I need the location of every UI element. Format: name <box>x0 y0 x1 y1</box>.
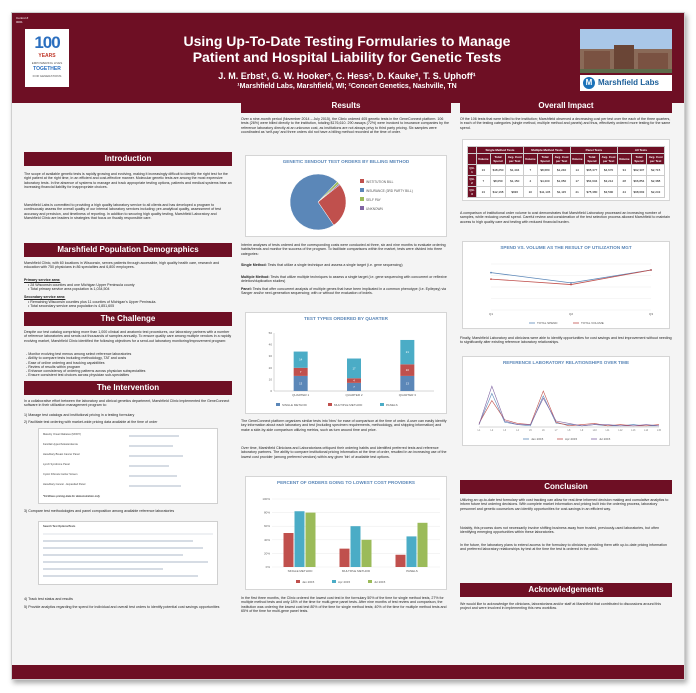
legend-swatch <box>332 580 336 583</box>
table-cell: 7 <box>524 165 538 176</box>
table-group-header: Panel Tests <box>570 147 617 154</box>
logo-100: 100 <box>34 33 60 52</box>
data-point <box>490 272 492 274</box>
challenge-heading: The Challenge <box>24 312 232 326</box>
list-item: - Ability to compare tests including methodology, TAT and costs <box>26 356 127 361</box>
intervention-paragraph: In a collaborative effort between the laboratory and clinical genetics department, Marshfield Clinic implemented the GeneConnect software in their utilization management program to: <box>24 399 230 408</box>
table-group-header: Single Method Tests <box>476 147 523 154</box>
shot-row-label: Familial Hypercholesterolemia <box>43 443 78 446</box>
table-cell: $1,404 <box>506 165 524 176</box>
legend-label: INSURANCE (3RD PARTY BILL) <box>366 189 413 193</box>
y-tick-label: 30 <box>268 354 272 359</box>
shot-row-label: Maturity Onset Diabetes (MODY) <box>43 433 82 436</box>
y-tick-label: 40 <box>268 342 272 347</box>
table-cell: 21 <box>570 187 584 198</box>
data-label: 17 <box>352 366 356 371</box>
affiliations: ¹Marshfield Labs, Marshfield, WI; ²Concert Genetics, Nashville, TN <box>237 83 457 90</box>
legend-swatch <box>360 206 364 210</box>
table-group-header: All Tests <box>617 147 664 154</box>
cost-table-figure <box>462 139 670 201</box>
data-label: 7 <box>299 369 302 374</box>
table-corner <box>468 154 477 165</box>
table-subheader: Avg. Cost per Test <box>601 155 616 163</box>
overall-paragraph-2: A comparison of institutional order volume to cost demonstrates that Marshfield Laboratory processed an increasing number of samples, while reducing overall spend. Careful review and consideration of the test selection process allowed Marshfield to maintain access to high quality care and testing with reduced financial burden. <box>460 211 670 224</box>
table-cell: $92,307 <box>631 165 647 176</box>
bar-chart-1-title: TEST TYPES ORDERED BY QUARTER <box>304 316 388 321</box>
shot-title: Search Test Options/Tests <box>43 525 76 528</box>
primary-list <box>28 283 232 292</box>
test-types-chart <box>246 323 448 415</box>
bar-chart-2-title: PERCENT OF ORDERS GOING TO LOWEST COST PROVIDERS <box>277 480 415 485</box>
table-row <box>468 165 665 176</box>
challenge-paragraph: Despite our test catalog comprising more than 1,000 clinical and anatomic test procedures, our laboratory partners with a number of reference laboratories and sends out thousands of samples annually. To ensure quality care among multiple vendors in a rapidly evolving market, Marshfield Clinic identified the following objectives for a send-out laboratory monitoring/improvement program: <box>24 330 232 343</box>
legend-label: TOTAL VOLUME <box>581 321 604 325</box>
results-paragraph-4: Over time, Marshfield Clinicians and Laboratorians critiqued their ordering habits and identified preferred tests and reference laboratory partners. The ability to compare institutional pricing information at the time of order, resulted in an increasing use of the lowest cost provider (among preferred vendors) within any given 'bin' of available test options. <box>241 446 447 459</box>
x-tick-label: L3 <box>503 429 507 432</box>
x-tick-label: L13 <box>631 429 636 432</box>
intervention-heading: The Intervention <box>24 381 232 395</box>
logo-tagline-3: FOR GENERATIONS <box>32 74 62 78</box>
table-subheader: Volume <box>570 154 584 165</box>
legend-label: SELF PAY <box>366 198 381 202</box>
legend-swatch <box>360 188 364 192</box>
table-cell: $2,243 <box>647 187 665 198</box>
table-cell: 4 <box>524 176 538 187</box>
y-tick-label: 20 <box>268 365 272 370</box>
overall-paragraph-1: Of the 106 tests that were billed to the institution; Marshfield observed a decreasing cost per test over the each of the three quarters, in each of the testing categories (single method, multiple method and panels) and thus, effectively ordered more testing for the same spend. <box>460 117 671 130</box>
table-cell: $4,200 <box>537 176 553 187</box>
data-label: 13 <box>299 381 303 386</box>
lowest-cost-chart <box>246 487 448 591</box>
legend-swatch <box>360 179 364 183</box>
table-cell: $65,377 <box>584 165 600 176</box>
billing-pie-figure <box>245 155 447 237</box>
legend-label: MULTIPLE METHOD <box>334 403 363 407</box>
table-cell: 34 <box>617 165 631 176</box>
x-tick-label: L9 <box>580 429 584 432</box>
table-row <box>468 176 665 187</box>
x-tick-label: L6 <box>541 429 545 432</box>
bar <box>295 511 305 567</box>
intro-paragraph-2: Marshfield Labs is committed to providing a high quality laboratory service to all clients and has developed a program to continuously assess the overall quality of our internal laboratory services including: pre-analytical quality, assessment of test accuracy and precision, and timeliness of reporting. In addition to securing high quality testing, Marshfield Laboratory and Marshfield Clinic are leaders in strategies that focus on fiscally responsible care. <box>24 203 221 220</box>
legend-swatch <box>276 403 280 406</box>
panel-def: Panel: Tests that offer concurrent analysis of multiple genes that have been implicated in a common phenotype (i.e. Epilepsy) via Sanger and/or next-generation sequencing; with or without the evaluation of indels. <box>241 287 447 296</box>
cost-table <box>467 146 665 198</box>
x-tick-label: L15 <box>657 429 661 432</box>
intro-paragraph-1: The scope of available genetic tests is rapidly growing and evolving, making it increasingly difficult to identify the right test for the right patient at the right time, in an efficient and cost-effective manner. Molecular genetic tests are among the most expensive laboratory tests. In the absence of systems to manage and track appropriate testing options, patients and medical systems bear an increasing financial liability for inappropriate choices. <box>24 172 232 189</box>
shot-row-label: Hereditary Cancer - Expanded Panel <box>43 483 86 486</box>
y-tick-label: 0 <box>270 389 272 393</box>
spend-volume-figure <box>462 241 670 329</box>
marshfield-logo-text: Marshfield Labs <box>598 78 659 87</box>
legend-swatch <box>296 580 300 583</box>
legend-label: PANELS <box>386 403 398 407</box>
table-cell: $11,145 <box>537 187 553 198</box>
x-tick-label: L5 <box>529 429 532 432</box>
title-line-2: Patient and Hospital Liability for Genetic Tests <box>192 49 502 65</box>
primary-area-label: Primary service area: <box>24 278 61 282</box>
multiple-method-def: Multiple Method: Tests that utilize multiple techniques to assess a single target (i.e. gene sequencing with concurrent or reflexive deletion/duplication studies) <box>241 275 447 284</box>
legend-label: Jul 2015 <box>599 437 611 441</box>
x-tick-label: Q1 <box>488 312 494 316</box>
line-chart-1-title: SPEND VS. VOLUME AS THE RESULT OF UTILIZATION MGT <box>500 245 632 250</box>
table-row-head: Qtr. 2 <box>469 177 475 185</box>
step-2: 2) Facilitate test ordering with market-wide pricing data available at the time of order <box>24 420 158 424</box>
pie-chart <box>246 166 448 238</box>
poster <box>11 12 685 680</box>
y-tick-label: 20% <box>263 551 270 556</box>
results-paragraph-2: Interim analyses of tests ordered and the corresponding costs were conducted at three, six and nine months to evaluate ordering habits/trends and monitor the success of the program. To facilitate comparisons within the market, tests were divided into three categories: <box>241 243 446 256</box>
data-label: 13 <box>405 381 409 386</box>
x-tick-label: L12 <box>618 429 623 432</box>
legend-label: Jul 2015 <box>374 580 386 584</box>
list-item: - Review of results within program <box>26 364 81 369</box>
table-cell: $2,715 <box>647 165 665 176</box>
campus-photo <box>580 29 672 73</box>
step-1: 1) Manage test catalogs and institutional pricing in a testing formulary <box>24 413 135 417</box>
data-point <box>650 269 652 271</box>
results-heading: Results <box>241 99 451 113</box>
data-point <box>570 282 572 284</box>
y-tick-label: 80% <box>263 510 270 515</box>
challenge-list <box>26 352 232 378</box>
legend-swatch <box>380 403 384 406</box>
x-tick-label: L8 <box>567 429 571 432</box>
data-label: 21 <box>405 350 409 355</box>
bar <box>340 549 350 567</box>
table-cell: $1,050 <box>553 176 571 187</box>
x-tick-label: L10 <box>592 429 597 432</box>
table-cell: 13 <box>476 165 490 176</box>
logo-years: YEARS <box>38 53 56 59</box>
line-chart-2-title: REFERENCE LABORATORY RELATIONSHIPS OVER TIME <box>502 360 630 365</box>
conclusion-paragraph-3: In the future, the laboratory plans to extend access to the formulary to clinicians, providing them with up-to-date pricing information and preferred laboratory relationships by test at the time the test is ordered in the clinic. <box>460 543 667 552</box>
data-point <box>490 278 492 280</box>
x-tick-label: PANELS <box>406 569 418 573</box>
legend-label: SINGLE METHOD <box>282 403 307 407</box>
data-label: 7 <box>353 384 355 389</box>
x-tick-label: L14 <box>644 429 649 432</box>
shot-row-label: Cystic Fibrosis Carrier Screen <box>43 473 78 476</box>
results-paragraph-3: The GeneConnect platform organizes similar tests into 'bins' for ease of comparison at the time of order. A user can easily identify key information about each laboratory and test (including specimen requirements, methodology, and shipping information) and make a side-by-side comparison utilizing metrics, such as turn around time and price. <box>241 419 447 432</box>
table-cell: $18,250 <box>490 165 506 176</box>
x-tick-label: L2 <box>490 429 494 432</box>
table-cell: $3,212 <box>600 176 618 187</box>
poster-title <box>122 33 572 65</box>
x-tick-label: L4 <box>516 429 519 432</box>
step-3: 3) Compare test methodologies and panel composition among available reference laboratories <box>24 509 175 513</box>
marshfield-labs-logo <box>580 75 672 91</box>
shot-row-label: Hereditary Breast Cancer Panel <box>43 453 80 456</box>
list-item: - Enhance consistency of ordering patterns across physician subspecialties <box>26 369 146 374</box>
comparison-screenshot <box>38 521 218 585</box>
results-paragraph-5: In the first three months, the Clinic ordered the lowest cost test in the formulary 50% of the time for single method tests, 27% for multiple method tests and only 18% of the time for multi-gene panel tests. After nine months of test review and comparison, the institution was ordering the lowest cost test 80% of the time for single method tests; 40% of the time for multiple method tests and 65% of the time for multi-gene panel tests. <box>241 596 447 613</box>
list-item: • Total secondary service area population is 4,851,605 <box>28 304 115 309</box>
bar <box>351 526 361 567</box>
secondary-area-label: Secondary service area: <box>24 295 66 299</box>
demographics-heading: Marshfield Population Demographics <box>24 243 232 257</box>
table-subheader: Volume <box>524 154 538 165</box>
lowest-cost-figure <box>245 476 447 590</box>
control-id: Control # 0001 <box>16 16 29 24</box>
reference-lab-figure <box>462 356 670 446</box>
data-point <box>570 284 572 286</box>
legend-swatch <box>328 403 332 406</box>
table-cell: $2,388 <box>647 176 665 187</box>
title-line-1: Using Up-To-Date Testing Formularies to Manage <box>183 33 511 49</box>
overall-impact-heading: Overall Impact <box>460 99 672 113</box>
x-tick-label: MULTIPLE METHOD <box>341 569 371 573</box>
table-row-head: Qtr. 3 <box>469 188 475 196</box>
step-5: 5) Provide analytics regarding the spend for individual and overall test orders to identify potential cost savings opportunities <box>24 605 220 609</box>
legend-label: TOTAL SPEND <box>537 321 558 325</box>
bar <box>284 533 294 567</box>
table-cell: $12,168 <box>490 187 506 198</box>
legend-label: Apr 2015 <box>565 437 578 441</box>
legend-label: Jan 2015 <box>531 437 544 441</box>
series-line <box>479 393 659 425</box>
table-subheader: Total Spend <box>584 154 600 165</box>
table-subheader: Avg. Cost per Test <box>648 155 663 163</box>
table-cell: $936 <box>506 187 524 198</box>
reference-lab-chart <box>463 367 671 447</box>
legend-swatch <box>368 580 372 583</box>
conclusion-heading: Conclusion <box>460 480 672 494</box>
list-item: • Total primary service area population is 1,034,504 <box>28 287 110 292</box>
list-item: • Remaining Wisconsin counties plus 11 counties of Michigan's Upper Peninsula. <box>28 300 157 304</box>
table-cell: $75,380 <box>584 187 600 198</box>
legend-label: INSTITUTION BILL <box>366 180 394 184</box>
bar <box>362 540 372 567</box>
table-corner <box>468 147 477 154</box>
table-group-header: Multiple Method Tests <box>524 147 571 154</box>
shot-row-label: Lynch Syndrome Panel <box>43 463 70 466</box>
table-cell: 13 <box>476 187 490 198</box>
bar <box>396 555 406 567</box>
secondary-list <box>28 300 232 309</box>
overall-paragraph-3: Finally, Marshfield Laboratory and clinicians were able to identify opportunities for cost savings and test improvement without needing to significantly alter existing reference laboratory relationships. <box>460 336 672 345</box>
shot-caption: *Fictitious pricing data for demonstration only <box>43 495 100 498</box>
table-cell: 44 <box>617 187 631 198</box>
bar <box>306 513 316 567</box>
table-cell: $1,150 <box>506 176 524 187</box>
data-label: 4 <box>353 378 355 383</box>
table-cell: $3,590 <box>600 187 618 198</box>
y-tick-label: 50 <box>268 331 272 335</box>
table-subheader: Volume <box>476 154 490 165</box>
x-tick-label: QUARTER 1 <box>292 393 310 397</box>
table-cell: $98,693 <box>631 187 647 198</box>
table-cell: 10 <box>524 187 538 198</box>
step-4: 4) Track test status and results <box>24 597 73 601</box>
conclusion-paragraph-1: Utilizing an up-to-date test formulary with cost tracking can allow for real-time informed decision making and cumulative analytics to inform future test ordering decisions. With complete market information and pricing built into the ordering process, laboratory personnel and genetic counselors can identify opportunities for cost-savings in an efficient way. <box>460 498 669 511</box>
y-tick-label: 40% <box>263 537 270 542</box>
table-cell: 28 <box>617 176 631 187</box>
introduction-heading: Introduction <box>24 152 232 166</box>
bar <box>407 536 417 567</box>
list-item: - Ease of online ordering and tracking capabilities <box>26 360 105 365</box>
pie-chart-title: GENETIC SENDOUT TEST ORDERS BY BILLING METHOD <box>282 159 410 164</box>
spend-volume-chart <box>463 252 671 330</box>
table-cell: 14 <box>570 165 584 176</box>
acknowledgements-heading: Acknowledgements <box>460 583 672 597</box>
conclusion-paragraph-2: Notably, this process does not necessarily involve shifting business away from trusted, previously-used laboratories, but often identifying emerging opportunities within these laboratories. <box>460 526 660 535</box>
table-subheader: Volume <box>617 154 631 165</box>
x-tick-label: L1 <box>477 429 481 432</box>
test-types-figure <box>245 312 447 414</box>
data-label: 14 <box>299 357 303 362</box>
x-tick-label: SINGLE METHOD <box>287 569 313 573</box>
y-tick-label: 100% <box>262 497 270 501</box>
x-tick-label: QUARTER 3 <box>398 393 416 397</box>
table-cell: $66,854 <box>631 176 647 187</box>
legend-label: UNKNOWN <box>366 207 383 211</box>
x-tick-label: L7 <box>554 429 558 432</box>
table-cell: $54,604 <box>584 176 600 187</box>
bar <box>418 523 428 567</box>
table-cell: $8,680 <box>537 165 553 176</box>
table-subheader: Avg. Cost per Test <box>507 155 522 163</box>
acknowledgements-paragraph: We would like to acknowledge the clinicians, laboratorians and/or staff at Marshfield that contributed to discussions around this project and were involved in implementing this new workflow. <box>460 602 662 611</box>
single-method-def: Single Method: Tests that utilize a single technique and assess a single target (i.e. gene sequencing) <box>241 263 403 267</box>
marshfield-logo-icon: M <box>583 77 595 89</box>
table-cell: $1,115 <box>553 187 571 198</box>
table-subheader: Total Spend <box>537 154 553 165</box>
y-tick-label: 60% <box>263 524 270 529</box>
table-cell: 17 <box>570 176 584 187</box>
demographics-paragraph: Marshfield Clinic, with 60 locations in Wisconsin, serves patients through accessible, high quality health care, research and education with 750 physicians in 86 specialties and 6,800 employees. <box>24 261 220 270</box>
y-tick-label: 0% <box>265 565 270 569</box>
list-item: • 28 Wisconsin counties and one Michigan Upper Peninsula county <box>28 283 135 287</box>
table-subheader: Total Spend <box>490 154 506 165</box>
y-tick-label: 10 <box>268 377 272 382</box>
list-item: - Ensure consistent test choices across physician sub-specialties <box>26 373 130 378</box>
x-tick-label: Q3 <box>648 312 654 316</box>
legend-label: Jan 2015 <box>302 580 315 584</box>
table-cell: $4,670 <box>600 165 618 176</box>
centennial-logo <box>25 29 69 87</box>
table-subheader: Total Spend <box>631 154 647 165</box>
poster-footer-band <box>12 665 685 679</box>
x-tick-label: QUARTER 2 <box>345 393 363 397</box>
logo-tagline-2: TOGETHER <box>33 66 61 72</box>
table-cell: 7 <box>476 176 490 187</box>
list-item: - Monitor evolving test menus among select reference laboratories <box>26 352 132 356</box>
legend-swatch <box>360 197 364 201</box>
table-row <box>468 187 665 198</box>
logo-tagline-1: EMPOWERING LIVES <box>31 61 63 65</box>
x-tick-label: Q2 <box>568 312 574 316</box>
table-cell: $1,240 <box>553 165 571 176</box>
table-subheader: Avg. Cost per Test <box>554 155 569 163</box>
data-label: 10 <box>405 368 409 373</box>
ordering-screenshot <box>38 428 218 504</box>
table-row-head: Qtr. 1 <box>469 166 475 174</box>
authors: J. M. Erbst¹, G. W. Hooker², C. Hess², D. Kauke², T. S. Uphoff¹ <box>218 71 476 81</box>
series-line <box>479 391 659 426</box>
legend-label: Apr 2015 <box>338 580 351 584</box>
x-tick-label: L11 <box>605 429 610 432</box>
results-paragraph-1: Over a nine-month period (November 2014 – July 2015), the Clinic ordered 405 genetic tests in the GeneConnect platform. 106 tests (26%) were billed directly to the institution, totaling $176,610. 290 assays (72%) were invoiced to insurance companies by the reference laboratory directly at an unknown cost, as institutions are not always privy to third party pricing. Six samples were coordinated as 'self-pay' and three orders did not have a billing method recorded at the time of order. <box>241 117 449 134</box>
table-cell: $8,050 <box>490 176 506 187</box>
